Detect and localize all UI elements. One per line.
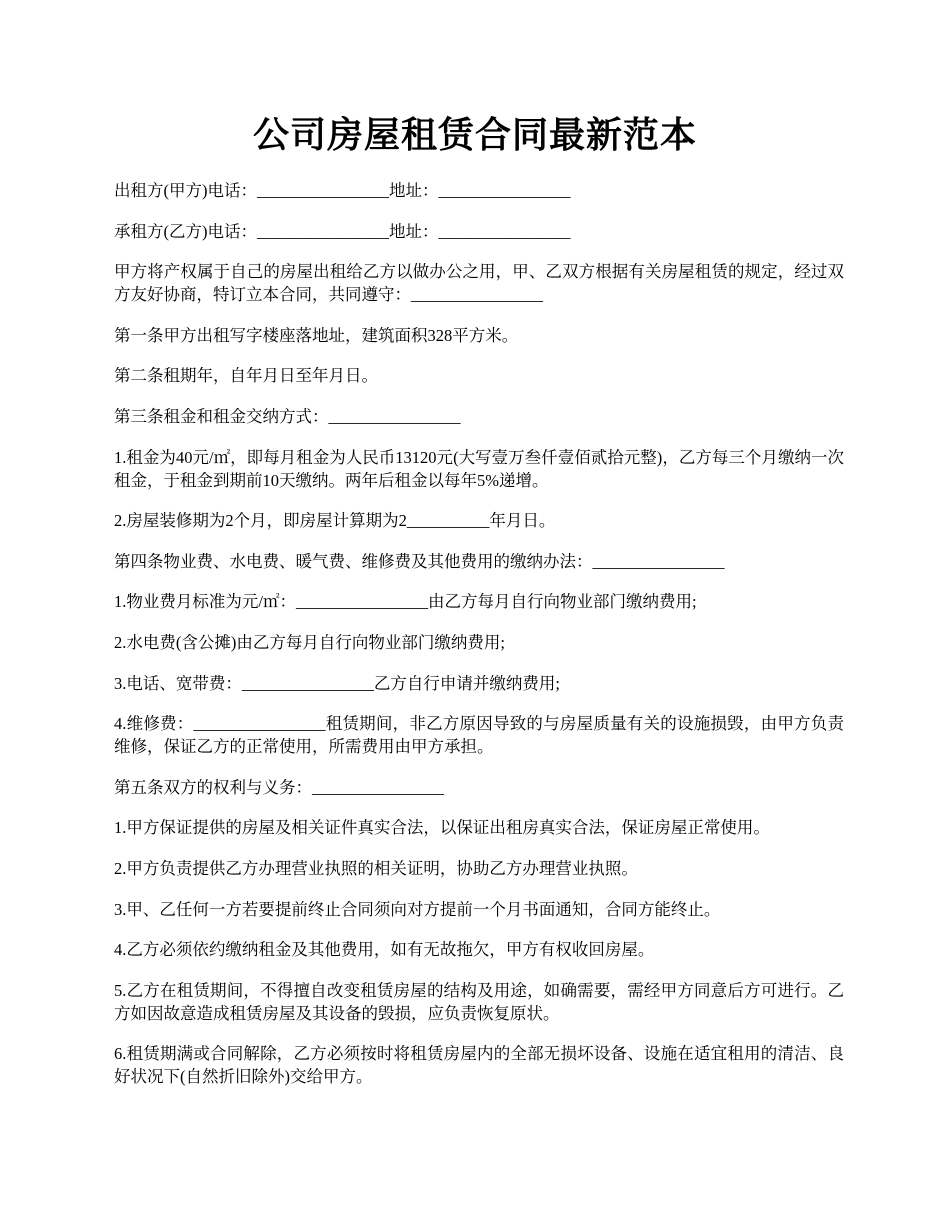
paragraph-article-5: 第五条双方的权利与义务：________________: [114, 777, 444, 797]
paragraph-article-4-item-2: 2.水电费(含公摊)由乙方每月自行向物业部门缴纳费用;: [114, 632, 505, 652]
paragraph-article-5-item-3: 3.甲、乙任何一方若要提前终止合同须向对方提前一个月书面通知，合同方能终止。: [114, 899, 721, 919]
document-body: [114, 179, 844, 1106]
paragraph-article-1: 第一条甲方出租写字楼座落地址，建筑面积328平方米。: [114, 325, 519, 345]
paragraph-article-4-item-1: 1.物业费月标准为元/㎡：________________由乙方每月自行向物业部门缴纳费用;: [114, 592, 697, 612]
paragraph-article-3-item-2: 2.房屋装修期为2个月，即房屋计算期为2__________年月日。: [114, 511, 556, 531]
paragraph-lessee-info: 承租方(乙方)电话：________________地址：________________: [114, 221, 571, 241]
paragraph-article-2: 第二条租期年，自年月日至年月日。: [114, 366, 378, 386]
paragraph-lessor-info: 出租方(甲方)电话：________________地址：________________: [114, 181, 571, 200]
paragraph-article-5-item-5: 5.乙方在租赁期间，不得擅自改变租赁房屋的结构及用途，如确需要，需经甲方同意后方可进行。乙方如因故意造成租赁房屋及其设备的毁损，应负责恢复原状。: [114, 980, 844, 1023]
paragraph-article-4-item-4: 4.维修费：________________租赁期间，非乙方原因导致的与房屋质量有关的设施损毁，由甲方负责维修，保证乙方的正常使用，所需费用由甲方承担。: [114, 714, 844, 757]
paragraph-article-4-item-3: 3.电话、宽带费：________________乙方自行申请并缴纳费用;: [114, 673, 560, 693]
document-title: 公司房屋租赁合同最新范本: [252, 115, 697, 155]
paragraph-article-3: 第三条租金和租金交纳方式：________________: [114, 406, 461, 426]
paragraph-article-4: 第四条物业费、水电费、暖气费、维修费及其他费用的缴纳办法：________________: [114, 551, 725, 571]
paragraph-article-5-item-6: 6.租赁期满或合同解除，乙方必须按时将租赁房屋内的全部无损坏设备、设施在适宜租用的清洁、良好状况下(自然折旧除外)交给甲方。: [114, 1044, 844, 1087]
paragraph-article-5-item-2: 2.甲方负责提供乙方办理营业执照的相关证明，协助乙方办理营业执照。: [114, 858, 638, 878]
paragraph-article-5-item-4: 4.乙方必须依约缴纳租金及其他费用，如有无故拖欠，甲方有权收回房屋。: [114, 940, 655, 960]
paragraph-article-5-item-1: 1.甲方保证提供的房屋及相关证件真实合法，以保证出租房真实合法，保证房屋正常使用。: [114, 818, 770, 838]
paragraph-article-3-item-1: 1.租金为40元/㎡，即每月租金为人民币13120元(大写壹万叁仟壹佰贰拾元整)，乙方每三个月缴纳一次租金，于租金到期前10天缴纳。两年后租金以每年5%递增。: [114, 447, 844, 490]
paragraph-preamble: 甲方将产权属于自己的房屋出租给乙方以做办公之用，甲、乙双方根据有关房屋租赁的规定，经过双方友好协商，特订立本合同，共同遵守：________________: [114, 262, 844, 305]
